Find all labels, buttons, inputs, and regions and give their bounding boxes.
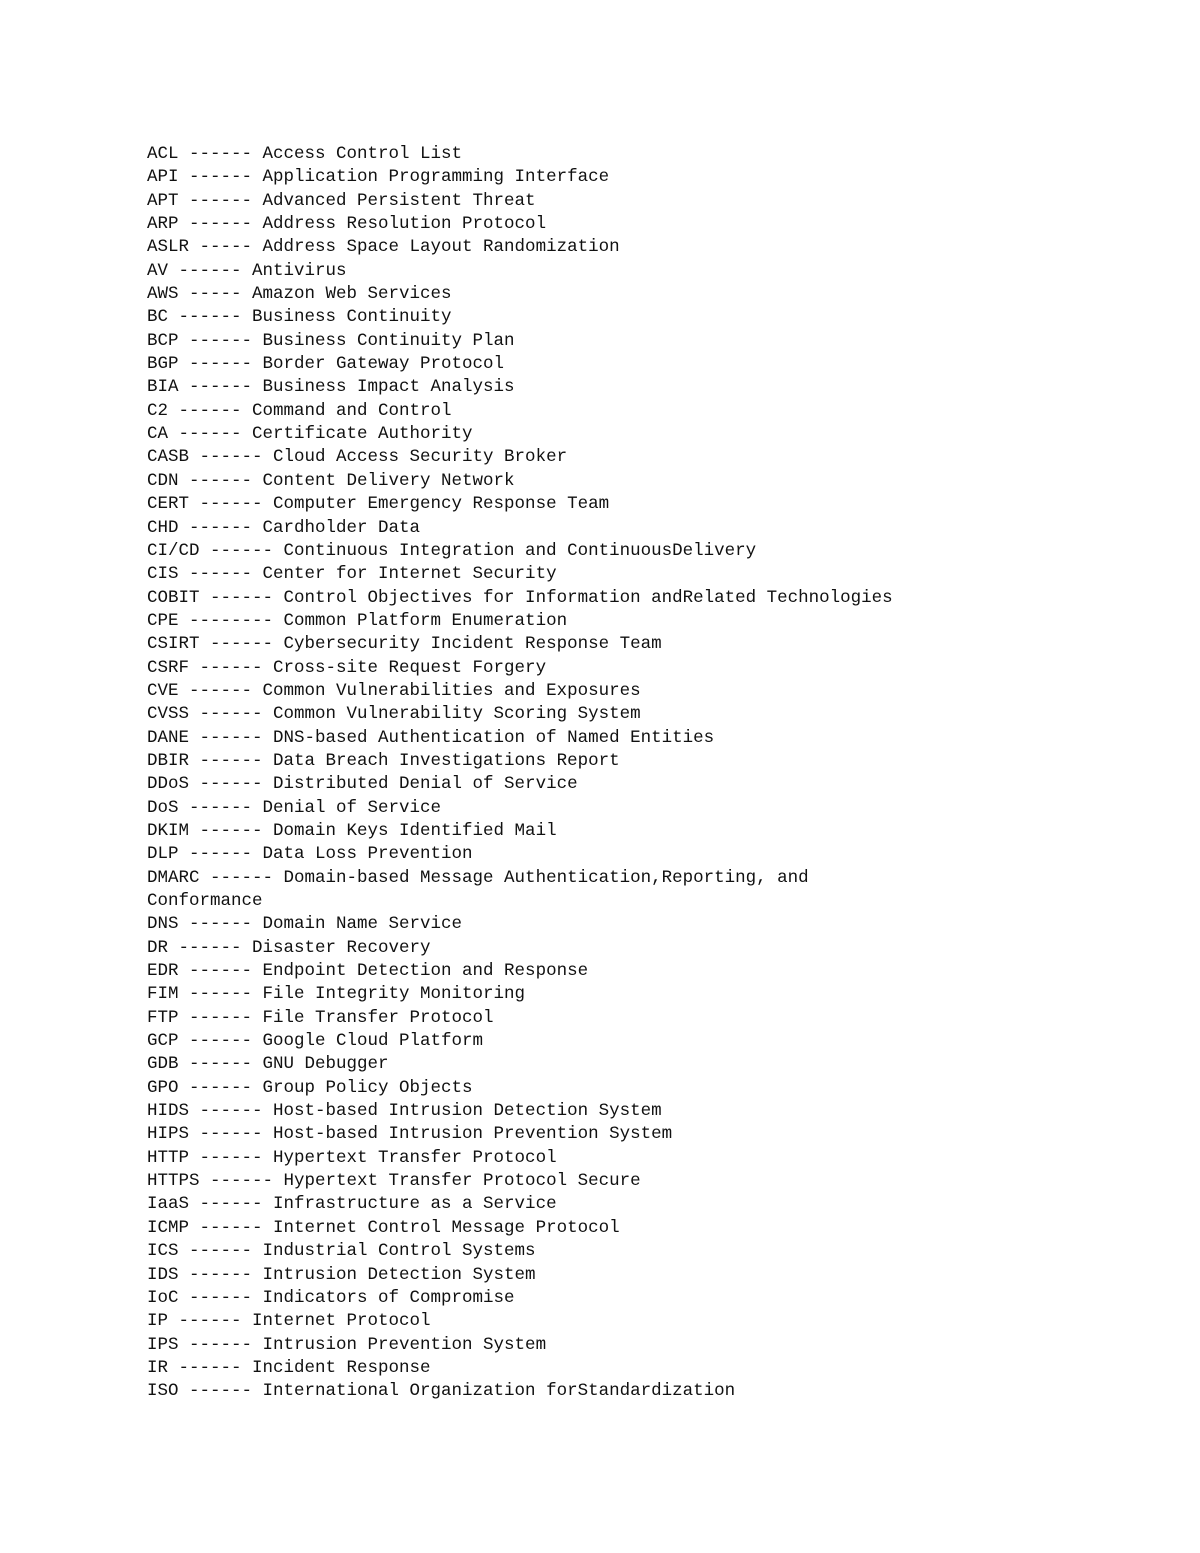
- acronym-entry: CPE -------- Common Platform Enumeration: [147, 610, 568, 631]
- acronym-entry: DR ------ Disaster Recovery: [147, 937, 431, 958]
- acronym-entry: AV ------ Antivirus: [147, 260, 347, 281]
- acronym-entry: ICMP ------ Internet Control Message Protocol: [147, 1217, 620, 1238]
- acronym-entry: BGP ------ Border Gateway Protocol: [147, 354, 505, 375]
- acronym-entry: HTTP ------ Hypertext Transfer Protocol: [147, 1147, 557, 1168]
- acronym-entry: GPO ------ Group Policy Objects: [147, 1077, 473, 1098]
- acronym-entry: CVSS ------ Common Vulnerability Scoring System: [147, 704, 641, 725]
- acronym-entry: HIDS ------ Host-based Intrusion Detection System: [147, 1101, 662, 1122]
- acronym-entry: CI/CD ------ Continuous Integration and ContinuousDelivery: [147, 540, 757, 561]
- acronym-entry: ACL ------ Access Control List: [147, 144, 463, 164]
- acronym-entry: CSIRT ------ Cybersecurity Incident Response Team: [147, 634, 662, 655]
- acronym-entry: API ------ Application Programming Interface: [147, 167, 610, 188]
- acronym-entry: AWS ----- Amazon Web Services: [147, 284, 452, 305]
- acronym-entry: ASLR ----- Address Space Layout Randomization: [147, 237, 620, 258]
- acronym-entry: IoC ------ Indicators of Compromise: [147, 1287, 515, 1308]
- acronym-entry: EDR ------ Endpoint Detection and Response: [147, 961, 589, 982]
- acronym-list: [147, 143, 1147, 1404]
- acronym-entry: FTP ------ File Transfer Protocol: [147, 1007, 494, 1028]
- acronym-entry: CA ------ Certificate Authority: [147, 424, 473, 445]
- acronym-entry: FIM ------ File Integrity Monitoring: [147, 984, 526, 1005]
- acronym-entry: DBIR ------ Data Breach Investigations Report: [147, 750, 620, 771]
- acronym-entry: CDN ------ Content Delivery Network: [147, 470, 515, 491]
- acronym-entry: DDoS ------ Distributed Denial of Service: [147, 774, 578, 795]
- acronym-entry: IPS ------ Intrusion Prevention System: [147, 1334, 547, 1355]
- acronym-entry: IR ------ Incident Response: [147, 1357, 431, 1378]
- acronym-entry: GDB ------ GNU Debugger: [147, 1054, 389, 1075]
- acronym-entry: HTTPS ------ Hypertext Transfer Protocol Secure: [147, 1171, 641, 1192]
- acronym-entry: ARP ------ Address Resolution Protocol: [147, 214, 547, 235]
- acronym-entry: BIA ------ Business Impact Analysis: [147, 377, 515, 398]
- acronym-entry: DoS ------ Denial of Service: [147, 797, 442, 818]
- acronym-entry: CHD ------ Cardholder Data: [147, 517, 421, 538]
- acronym-entry: DANE ------ DNS-based Authentication of Named Entities: [147, 727, 715, 748]
- acronym-entry: COBIT ------ Control Objectives for Information andRelated Technologies: [147, 587, 893, 608]
- acronym-entry: IDS ------ Intrusion Detection System: [147, 1264, 536, 1285]
- acronym-entry: CASB ------ Cloud Access Security Broker: [147, 447, 568, 468]
- acronym-entry: ISO ------ International Organization forStandardization: [147, 1381, 736, 1402]
- acronym-entry: DLP ------ Data Loss Prevention: [147, 844, 473, 865]
- acronym-entry: CIS ------ Center for Internet Security: [147, 564, 557, 585]
- acronym-entry: IaaS ------ Infrastructure as a Service: [147, 1194, 557, 1215]
- acronym-entry: DNS ------ Domain Name Service: [147, 914, 463, 935]
- acronym-entry: BC ------ Business Continuity: [147, 307, 452, 328]
- acronym-entry: ICS ------ Industrial Control Systems: [147, 1241, 536, 1262]
- acronym-entry: CERT ------ Computer Emergency Response Team: [147, 494, 610, 515]
- acronym-entry: DMARC ------ Domain-based Message Authentication,Reporting, and: [147, 867, 809, 888]
- acronym-entry: BCP ------ Business Continuity Plan: [147, 330, 515, 351]
- acronym-entry: DKIM ------ Domain Keys Identified Mail: [147, 820, 557, 841]
- acronym-entry-continuation: Conformance: [147, 891, 263, 911]
- acronym-entry: IP ------ Internet Protocol: [147, 1311, 431, 1332]
- acronym-entry: APT ------ Advanced Persistent Threat: [147, 190, 536, 211]
- acronym-entry: C2 ------ Command and Control: [147, 400, 452, 421]
- acronym-entry: CSRF ------ Cross-site Request Forgery: [147, 657, 547, 678]
- acronym-entry: GCP ------ Google Cloud Platform: [147, 1031, 484, 1052]
- acronym-entry: HIPS ------ Host-based Intrusion Prevention System: [147, 1124, 673, 1145]
- acronym-entry: CVE ------ Common Vulnerabilities and Exposures: [147, 680, 641, 701]
